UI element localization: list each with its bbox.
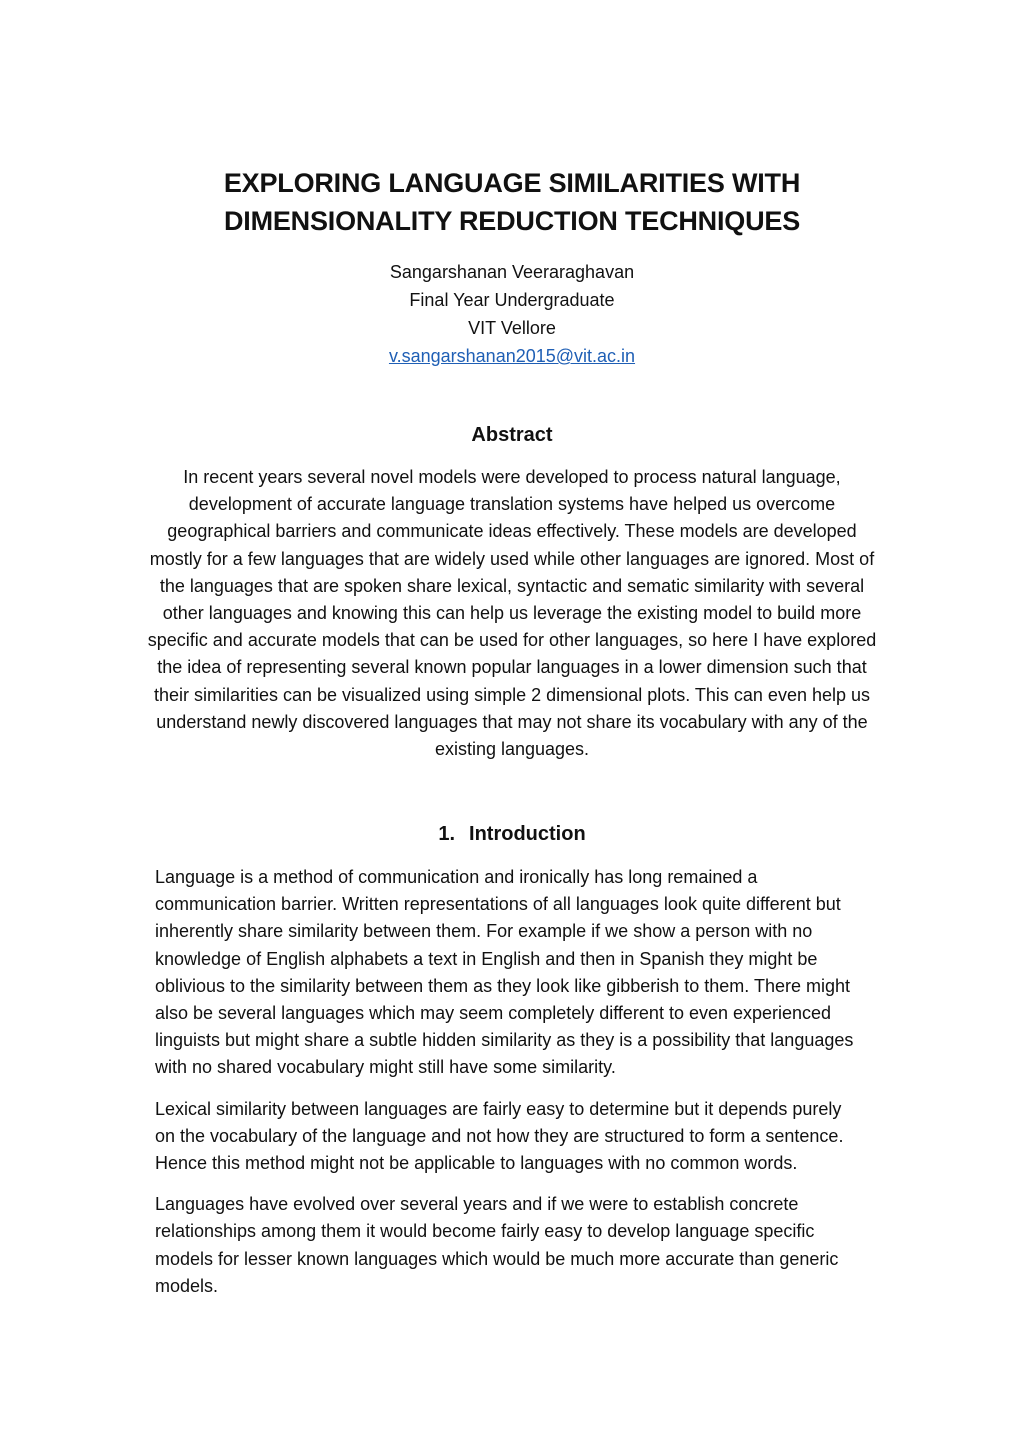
abstract-line: In recent years several novel models were developed to process natural language, [183,467,841,487]
paragraph-line: models. [155,1275,219,1296]
abstract-line: the idea of representing several known popular languages in a lower dimension such that [157,657,867,678]
paragraph-line: on the vocabulary of the language and not how they are structured to form a sentence. [155,1125,844,1146]
paper-title-line-1: EXPLORING LANGUAGE SIMILARITIES WITH [223,168,801,198]
abstract-line: understand newly discovered languages that may not share its vocabulary with any of the [156,711,868,732]
author-email-link[interactable]: v.sangarshanan2015@vit.ac.in [388,346,636,366]
paragraph-line: Lexical similarity between languages are fairly easy to determine but it depends purely [155,1098,842,1119]
paragraph-line: knowledge of English alphabets a text in English and then in Spanish they might be [155,948,818,969]
author-block [0,258,1024,370]
paragraph-line: Languages have evolved over several years and if we were to establish concrete [155,1194,799,1215]
abstract-line: geographical barriers and communicate ideas effectively. These models are developed [167,521,857,542]
abstract-line: other languages and knowing this can help us leverage the existing model to build more [162,603,862,624]
author-position: Final Year Undergraduate [409,290,615,310]
abstract-body [120,464,904,763]
abstract-line: development of accurate language translation systems have helped us overcome [188,494,836,515]
introduction-heading [0,820,1024,848]
section-title: Introduction [469,823,586,845]
paragraph-line: communication barrier. Written representations of all languages look quite different but [155,894,841,915]
section-number: 1. [438,823,456,845]
paragraph-line: models for lesser known languages which would be much more accurate than generic [155,1248,839,1269]
abstract-line: the languages that are spoken share lexical, syntactic and sematic similarity with several [159,575,865,596]
intro-paragraph-2 [155,1096,915,1178]
paragraph-line: relationships among them it would become fairly easy to develop language specific [155,1221,815,1242]
abstract-line: their similarities can be visualized using simple 2 dimensional plots. This can even help us [153,684,871,705]
paragraph-line: oblivious to the similarity between them as they look like gibberish to them. There might [155,975,851,996]
abstract-heading: Abstract [471,424,553,446]
intro-paragraph-1 [155,864,915,1082]
paper-title [0,164,1024,240]
paragraph-line: with no shared vocabulary might still have some similarity. [155,1057,616,1078]
paragraph-line: inherently share similarity between them. For example if we show a person with no [155,921,813,942]
abstract-line: mostly for a few languages that are widely used while other languages are ignored. Most of [149,548,875,569]
author-email-wrapper [0,342,1024,370]
author-name: Sangarshanan Veeraraghavan [389,262,635,282]
paragraph-line: Language is a method of communication and ironically has long remained a [155,867,758,887]
abstract-line: existing languages. [434,739,590,760]
introduction-body [155,864,915,1314]
paper-title-line-2: DIMENSIONALITY REDUCTION TECHNIQUES [223,206,801,236]
author-affiliation: VIT Vellore [468,318,556,338]
abstract-line: specific and accurate models that can be used for other languages, so here I have explored [147,630,877,651]
paragraph-line: linguists but might share a subtle hidden similarity as they is a possibility that languages [155,1030,854,1051]
paragraph-line: also be several languages which may seem completely different to even experienced [155,1003,832,1024]
paragraph-line: Hence this method might not be applicable to languages with no common words. [155,1153,798,1174]
intro-paragraph-3 [155,1191,915,1300]
